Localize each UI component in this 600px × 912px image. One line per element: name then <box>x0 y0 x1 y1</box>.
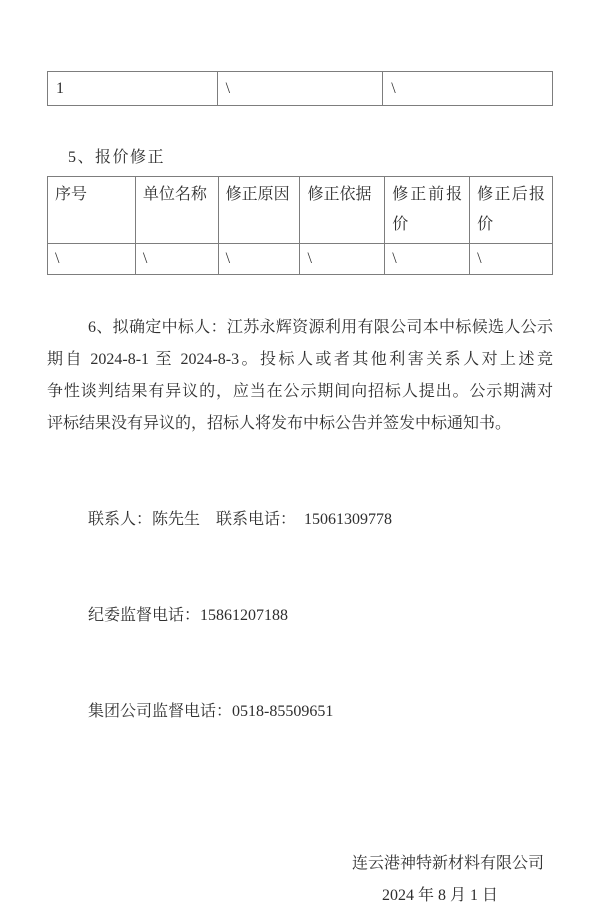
discipline-phone-line: 纪委监督电话：15861207188 <box>88 607 289 624</box>
signature-date: 2024 年 8 月 1 日 <box>381 887 498 904</box>
group-phone-line: 集团公司监督电话：0518-85509651 <box>88 703 334 720</box>
table-header-row <box>48 177 553 244</box>
col-header-correction-reason: 修正原因 <box>218 177 300 244</box>
continuation-cell-3: \ <box>383 72 553 106</box>
table-cell: \ <box>48 244 136 275</box>
col-header-price-before: 修正前报价 <box>385 177 470 244</box>
table-cell: \ <box>218 244 300 275</box>
paragraph-line: 6、拟确定中标人：江苏永辉资源利用有限公司本中标候选人公示 <box>88 319 553 336</box>
contact-block <box>47 440 553 792</box>
continuation-table <box>47 71 553 106</box>
continuation-cell-2: \ <box>217 72 383 106</box>
contact-person-line: 联系人：陈先生 联系电话： 15061309778 <box>88 511 393 528</box>
continuation-cell-seq: 1 <box>48 72 218 106</box>
table-cell: \ <box>300 244 385 275</box>
section6-paragraph <box>47 312 553 440</box>
signature-block <box>47 848 553 912</box>
paragraph-line: 评标结果没有异议的，招标人将发布中标公告并签发中标通知书。 <box>47 415 512 432</box>
col-header-unit-name: 单位名称 <box>135 177 218 244</box>
col-header-correction-basis: 修正依据 <box>300 177 385 244</box>
table-row <box>48 244 553 275</box>
price-correction-table <box>47 176 553 275</box>
section5-heading: 5、报价修正 <box>68 149 166 166</box>
col-header-seq: 序号 <box>48 177 136 244</box>
table-cell: \ <box>385 244 470 275</box>
paragraph-line: 期自 2024-8-1 至 2024-8-3。投标人或者其他利害关系人对上述竞 <box>47 351 553 368</box>
col-header-price-after: 修正后报价 <box>470 177 553 244</box>
table-cell: \ <box>135 244 218 275</box>
table-cell: \ <box>470 244 553 275</box>
table-row <box>48 72 553 106</box>
company-name: 连云港神特新材料有限公司 <box>351 855 544 872</box>
paragraph-line: 争性谈判结果有异议的，应当在公示期间向招标人提出。公示期满对 <box>47 383 553 400</box>
